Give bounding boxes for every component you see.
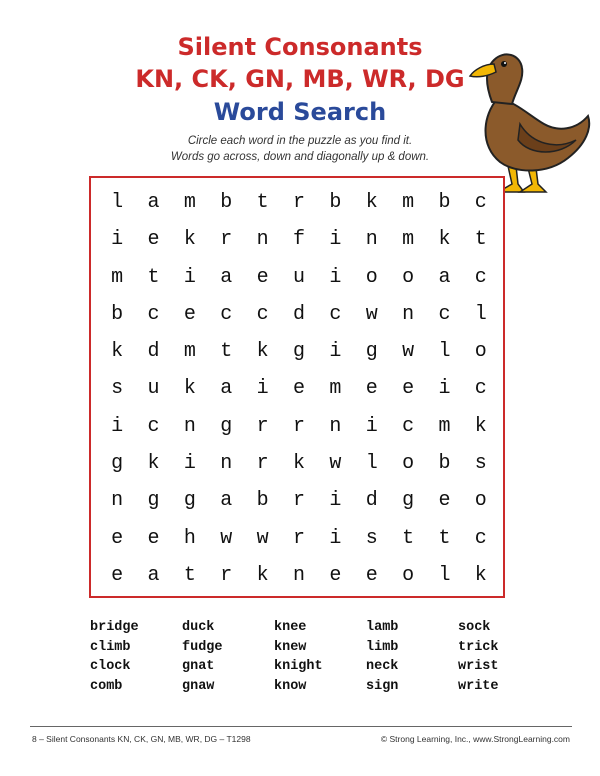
grid-letter[interactable]: l	[438, 340, 451, 364]
duck-eye	[501, 61, 507, 67]
grid-letter[interactable]: i	[438, 377, 451, 401]
grid-letter[interactable]: h	[183, 526, 196, 550]
grid-letter[interactable]: g	[111, 452, 124, 476]
grid-letter[interactable]: s	[111, 377, 124, 401]
grid-letter[interactable]: n	[329, 414, 342, 438]
grid-letter[interactable]: g	[220, 414, 233, 438]
grid-letter[interactable]: i	[183, 265, 196, 289]
word-list-item: knee	[274, 620, 307, 635]
grid-letter[interactable]: d	[365, 489, 378, 513]
grid-letter[interactable]: g	[402, 489, 415, 513]
grid-letter[interactable]: b	[111, 302, 124, 326]
grid-letter[interactable]: k	[147, 452, 160, 476]
duck-illustration	[468, 46, 598, 196]
grid-letter[interactable]: e	[147, 228, 160, 252]
word-list-item: know	[274, 678, 307, 694]
grid-letter[interactable]: k	[256, 563, 269, 587]
grid-letter[interactable]: k	[111, 340, 124, 364]
grid-letter[interactable]: e	[256, 265, 269, 289]
word-list-item: knew	[274, 639, 307, 655]
word-list-column	[366, 618, 458, 696]
instruction-line-1: Circle each word in the puzzle as you find it.	[187, 135, 413, 147]
grid-letter[interactable]: t	[256, 191, 269, 215]
grid-letter[interactable]: e	[183, 302, 196, 326]
word-list-item: bridge	[90, 620, 139, 635]
grid-letter[interactable]: e	[329, 563, 342, 587]
grid-letter[interactable]: c	[147, 302, 160, 326]
grid-letter[interactable]: o	[402, 452, 415, 476]
grid-letter[interactable]: m	[111, 265, 124, 289]
grid-letter[interactable]: t	[147, 265, 160, 289]
word-list-item: fudge	[182, 639, 223, 655]
grid-letter[interactable]: g	[365, 340, 378, 364]
grid-letter[interactable]: w	[402, 340, 415, 364]
grid-letter[interactable]: t	[220, 340, 233, 364]
grid-letter[interactable]: w	[220, 526, 233, 550]
grid-letter[interactable]: i	[329, 489, 342, 513]
grid-letter[interactable]: r	[256, 414, 269, 438]
grid-letter[interactable]: m	[329, 377, 342, 401]
grid-letter[interactable]: i	[256, 377, 269, 401]
word-list-column	[182, 618, 274, 696]
grid-letter[interactable]: e	[365, 377, 378, 401]
word-list-column	[458, 618, 550, 696]
word-search-grid	[99, 184, 499, 594]
word-list-item: lamb	[366, 620, 399, 635]
word-list-item: comb	[90, 678, 123, 694]
word-list-item: neck	[366, 659, 399, 674]
grid-letter[interactable]: i	[329, 265, 342, 289]
grid-letter[interactable]: n	[292, 563, 305, 587]
grid-letter[interactable]: n	[365, 228, 378, 252]
grid-letter[interactable]: e	[111, 563, 124, 587]
grid-letter[interactable]: r	[220, 563, 233, 587]
word-list-item: duck	[182, 620, 215, 635]
grid-letter[interactable]: i	[329, 526, 342, 550]
grid-letter[interactable]: r	[292, 191, 305, 215]
grid-letter[interactable]: t	[183, 563, 196, 587]
grid-letter[interactable]: t	[402, 526, 415, 550]
title-line-2: KN, CK, GN, MB, WR, DG	[135, 65, 465, 93]
grid-letter[interactable]: o	[365, 265, 378, 289]
grid-letter[interactable]: e	[111, 526, 124, 550]
grid-letter[interactable]: l	[111, 191, 124, 215]
grid-letter[interactable]: c	[438, 302, 451, 326]
grid-letter[interactable]: r	[256, 452, 269, 476]
grid-letter[interactable]: n	[183, 414, 196, 438]
grid-letter[interactable]: n	[111, 489, 124, 513]
grid-letter[interactable]: i	[111, 228, 124, 252]
grid-letter[interactable]: c	[474, 265, 487, 289]
grid-letter[interactable]: a	[220, 377, 233, 401]
grid-letter[interactable]: e	[438, 489, 451, 513]
grid-letter[interactable]: g	[147, 489, 160, 513]
footer-divider	[30, 726, 572, 727]
grid-letter[interactable]: m	[183, 191, 196, 215]
word-list-column	[274, 618, 366, 696]
grid-letter[interactable]: c	[256, 302, 269, 326]
grid-letter[interactable]: u	[292, 265, 305, 289]
word-list-item: limb	[366, 639, 399, 655]
duck-foot-right	[520, 168, 546, 192]
grid-letter[interactable]: s	[365, 526, 378, 550]
grid-letter[interactable]: k	[183, 377, 196, 401]
grid-letter[interactable]: i	[111, 414, 124, 438]
word-list-item: gnaw	[182, 678, 215, 694]
grid-letter[interactable]: k	[183, 228, 196, 252]
grid-letter[interactable]: c	[402, 414, 415, 438]
word-list	[90, 618, 530, 696]
grid-letter[interactable]: m	[402, 228, 415, 252]
grid-letter[interactable]: a	[220, 489, 233, 513]
grid-letter[interactable]: e	[147, 526, 160, 550]
grid-letter[interactable]: c	[220, 302, 233, 326]
grid-letter[interactable]: o	[474, 489, 487, 513]
grid-letter[interactable]: m	[438, 414, 451, 438]
grid-letter[interactable]: k	[292, 452, 305, 476]
grid-letter[interactable]: k	[256, 340, 269, 364]
grid-letter[interactable]: r	[292, 526, 305, 550]
grid-letter[interactable]: i	[329, 228, 342, 252]
grid-letter[interactable]: r	[220, 228, 233, 252]
grid-letter[interactable]: o	[474, 340, 487, 364]
grid-letter[interactable]: r	[292, 489, 305, 513]
word-list-item: write	[458, 678, 499, 694]
grid-letter[interactable]: a	[147, 191, 160, 215]
grid-letter[interactable]: u	[147, 377, 160, 401]
grid-letter[interactable]: n	[220, 452, 233, 476]
instruction-line-2: Words go across, down and diagonally up & down.	[170, 151, 430, 163]
grid-letter[interactable]: a	[438, 265, 451, 289]
word-list-item: trick	[458, 639, 499, 655]
grid-letter[interactable]: l	[474, 302, 487, 326]
grid-letter[interactable]: n	[402, 302, 415, 326]
grid-letter[interactable]: k	[474, 414, 487, 438]
grid-letter[interactable]: e	[292, 377, 305, 401]
grid-letter[interactable]: k	[365, 191, 378, 215]
grid-letter[interactable]: w	[365, 302, 378, 326]
grid-letter[interactable]: m	[183, 340, 196, 364]
grid-letter[interactable]: k	[474, 563, 487, 587]
grid-letter[interactable]: i	[183, 452, 196, 476]
title-word-search: Word Search	[213, 98, 387, 126]
grid-letter[interactable]: b	[438, 452, 451, 476]
grid-letter[interactable]: g	[183, 489, 196, 513]
grid-letter[interactable]: k	[438, 228, 451, 252]
word-list-item: clock	[90, 659, 131, 674]
grid-letter[interactable]: f	[292, 228, 305, 252]
grid-letter[interactable]: a	[220, 265, 233, 289]
grid-letter[interactable]: d	[292, 302, 305, 326]
grid-letter[interactable]: b	[256, 489, 269, 513]
grid-letter[interactable]: e	[365, 563, 378, 587]
grid-letter[interactable]: i	[329, 340, 342, 364]
grid-letter[interactable]: a	[147, 563, 160, 587]
grid-letter[interactable]: o	[402, 563, 415, 587]
word-list-item: sign	[366, 678, 399, 694]
grid-letter[interactable]: c	[474, 191, 487, 215]
word-list-item: wrist	[458, 659, 499, 674]
grid-letter[interactable]: b	[438, 191, 451, 215]
grid-letter[interactable]: e	[402, 377, 415, 401]
word-list-item: knight	[274, 659, 323, 674]
grid-letter[interactable]: l	[438, 563, 451, 587]
grid-letter[interactable]: m	[402, 191, 415, 215]
grid-letter[interactable]: r	[292, 414, 305, 438]
grid-letter[interactable]: n	[256, 228, 269, 252]
duck-body	[486, 98, 590, 171]
grid-letter[interactable]: o	[402, 265, 415, 289]
grid-letter[interactable]: c	[147, 414, 160, 438]
grid-letter[interactable]: b	[329, 191, 342, 215]
word-list-column	[90, 618, 182, 696]
grid-letter[interactable]: c	[474, 526, 487, 550]
word-list-item: gnat	[182, 659, 215, 674]
grid-letter[interactable]: w	[256, 526, 269, 550]
word-list-item: climb	[90, 639, 131, 655]
grid-letter[interactable]: b	[220, 191, 233, 215]
grid-letter[interactable]: t	[438, 526, 451, 550]
grid-letter[interactable]: g	[292, 340, 305, 364]
grid-letter[interactable]: w	[329, 452, 342, 476]
grid-letter[interactable]: d	[147, 340, 160, 364]
grid-letter[interactable]: t	[474, 228, 487, 252]
grid-letter[interactable]: c	[474, 377, 487, 401]
word-search-grid-box	[89, 176, 505, 598]
title-line-1: Silent Consonants	[177, 33, 423, 61]
word-list-item: sock	[458, 620, 491, 635]
grid-letter[interactable]: c	[329, 302, 342, 326]
footer-copyright: © Strong Learning, Inc., www.StrongLearning.com	[380, 734, 570, 744]
grid-letter[interactable]: i	[365, 414, 378, 438]
grid-letter[interactable]: l	[365, 452, 378, 476]
grid-letter[interactable]: s	[474, 452, 487, 476]
footer-page-info: 8 – Silent Consonants KN, CK, GN, MB, WR, DG – T1298	[32, 734, 251, 744]
